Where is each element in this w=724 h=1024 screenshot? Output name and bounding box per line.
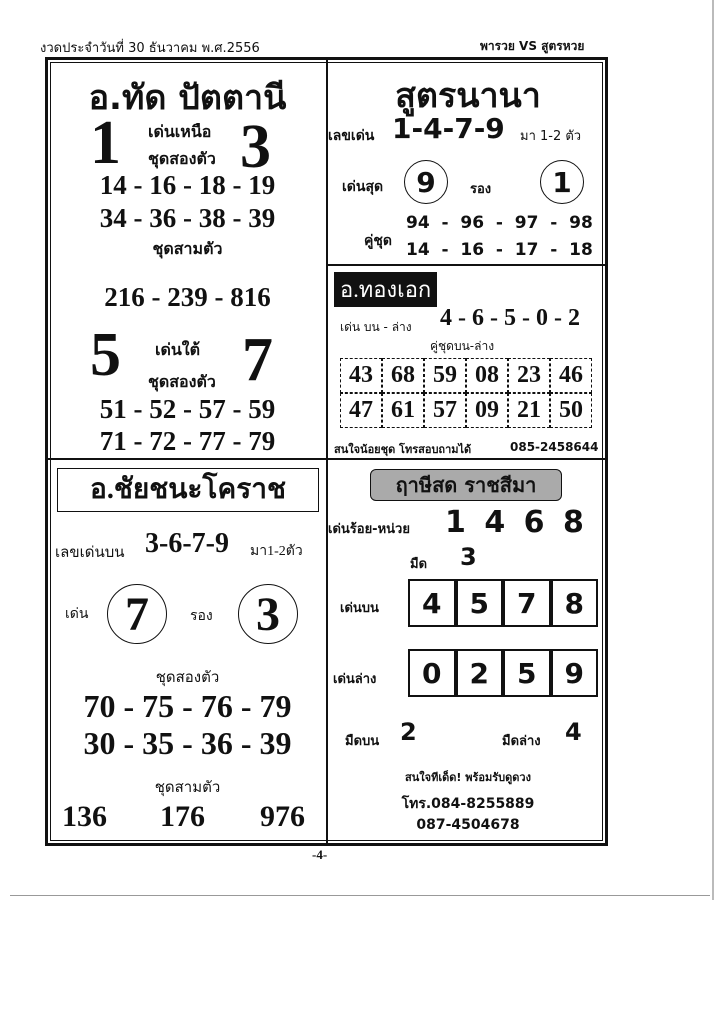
page-header-right: พารวย VS สูตรหวย <box>480 39 585 53</box>
label: มืดล่าง <box>502 734 541 749</box>
dark-number: 3 <box>460 543 477 571</box>
main-number-circle: 7 <box>107 584 167 644</box>
label: คู่ชุดบน-ล่าง <box>430 339 495 353</box>
phone: 085-2458644 <box>510 440 599 454</box>
divider <box>45 458 608 460</box>
number-box: 5 <box>456 579 504 627</box>
pair-cell: 21 <box>508 393 550 428</box>
label: เด่น <box>65 607 89 622</box>
pairs-row: 14 - 16 - 17 - 18 <box>406 240 593 260</box>
number-box: 0 <box>408 649 456 697</box>
pairs-row: 94 - 96 - 97 - 98 <box>406 213 593 233</box>
phone: 087-4504678 <box>416 817 520 833</box>
label: เด่นล่าง <box>333 672 377 687</box>
big-digit: 7 <box>242 326 273 394</box>
page-header-left: งวดประจำวันที่ 30 ธันวาคม พ.ศ.2556 <box>40 41 260 56</box>
main-number-circle: 9 <box>404 160 448 204</box>
label: เลขเด่นบน <box>55 545 125 561</box>
label: มา 1-2 ตัว <box>520 129 582 144</box>
phone: โทร.084-8255889 <box>401 796 535 812</box>
number-box: 2 <box>456 649 504 697</box>
label: เด่นใต้ <box>155 340 200 359</box>
pairs-grid <box>340 358 592 428</box>
scan-edge <box>712 0 714 900</box>
panel-title: อ.ทัด ปัตตานี <box>88 78 287 118</box>
label: เด่นสุด <box>342 179 384 195</box>
number-row: 70 - 75 - 76 - 79 <box>83 688 292 724</box>
top-number-boxes <box>408 579 598 627</box>
column-divider <box>326 57 328 846</box>
label: เด่นร้อย-หน่วย <box>328 522 410 537</box>
pair-cell: 68 <box>382 358 424 393</box>
contact-text: สนใจน้อยชุด โทรสอบถามได้ <box>334 443 472 456</box>
pair-cell: 09 <box>466 393 508 428</box>
number-row: 14 - 16 - 18 - 19 <box>99 170 276 200</box>
number-row: 216 - 239 - 816 <box>104 282 271 312</box>
label: เลขเด่น <box>328 128 375 144</box>
number-box: 8 <box>551 579 599 627</box>
number-box: 9 <box>551 649 599 697</box>
panel-title: อ.ทองเอก <box>334 272 437 307</box>
big-digit: 5 <box>90 321 121 389</box>
number-row: 30 - 35 - 36 - 39 <box>83 725 292 761</box>
contact-text: สนใจทีเด็ด! พร้อมรับดูดวง <box>405 771 531 784</box>
label: ชุดสองตัว <box>148 372 216 391</box>
label: เด่นบน <box>340 601 379 616</box>
pair-cell: 57 <box>424 393 466 428</box>
pair-cell: 43 <box>340 358 382 393</box>
number-row: 71 - 72 - 77 - 79 <box>99 426 276 456</box>
three-digit: 136 <box>62 800 107 833</box>
label: คู่ชุด <box>364 233 392 249</box>
lead-numbers: 3-6-7-9 <box>145 528 229 559</box>
label: รอง <box>470 182 492 197</box>
number-box: 7 <box>503 579 551 627</box>
label: มืดบน <box>345 734 380 749</box>
lead-numbers: 1-4-7-9 <box>392 112 505 145</box>
scan-edge <box>10 895 710 896</box>
number-row: 51 - 52 - 57 - 59 <box>99 394 276 424</box>
big-digit: 3 <box>240 113 271 181</box>
label: เด่น บน - ล่าง <box>340 320 412 334</box>
pair-cell: 08 <box>466 358 508 393</box>
pair-cell: 46 <box>550 358 592 393</box>
dark-bottom-number: 4 <box>565 718 582 746</box>
second-number-circle: 1 <box>540 160 584 204</box>
pair-cell: 47 <box>340 393 382 428</box>
three-digit: 976 <box>260 800 305 833</box>
panel-title: อ.ชัยชนะโคราช <box>57 468 319 512</box>
dark-top-number: 2 <box>400 718 417 746</box>
label: ชุดสองตัว <box>155 670 220 686</box>
pair-cell: 50 <box>550 393 592 428</box>
three-digit: 176 <box>160 800 205 833</box>
label: มา1-2ตัว <box>250 544 303 559</box>
label: เด่นเหนือ <box>148 122 212 141</box>
number-box: 4 <box>408 579 456 627</box>
panel-title: ฤาษีสด ราชสีมา <box>370 469 562 501</box>
pair-cell: 23 <box>508 358 550 393</box>
label: ชุดสามตัว <box>154 780 221 796</box>
second-number-circle: 3 <box>238 584 298 644</box>
divider <box>328 264 608 266</box>
pair-cell: 61 <box>382 393 424 428</box>
lead-numbers: 4 - 6 - 5 - 0 - 2 <box>440 305 580 331</box>
page-number: -4- <box>312 847 328 862</box>
label: มืด <box>410 557 428 572</box>
lead-numbers: 1 4 6 8 <box>445 505 584 540</box>
number-box: 5 <box>503 649 551 697</box>
label: ชุดสองตัว <box>148 149 216 168</box>
bottom-number-boxes <box>408 649 598 697</box>
pair-cell: 59 <box>424 358 466 393</box>
number-row: 34 - 36 - 38 - 39 <box>99 203 276 233</box>
panel-title: สูตรนานา <box>395 76 541 116</box>
label: รอง <box>190 609 213 624</box>
big-digit: 1 <box>90 109 121 177</box>
label: ชุดสามตัว <box>152 239 223 258</box>
